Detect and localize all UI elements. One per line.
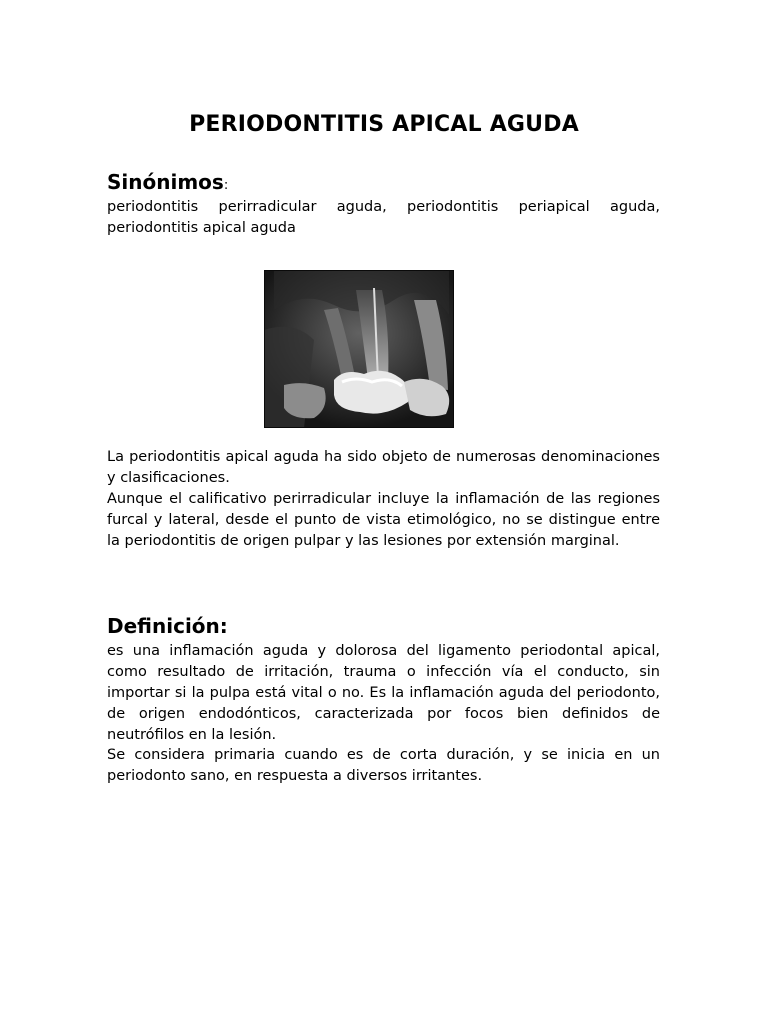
synonyms-heading-colon: :	[223, 178, 229, 193]
definition-heading: Definición:	[107, 614, 228, 638]
xray-drawing	[264, 270, 454, 428]
synonyms-heading-label: Sinónimos	[107, 170, 224, 194]
definition-paragraph-1: es una inflamación aguda y dolorosa del ligamento periodontal apical, como resultado de irritación, trauma o infección vía el conducto, sin importar si la pulpa está vital o no. Es la inflamación aguda del periodonto, de origen endodónticos, caracterizada por focos bien definidos de neutrófilos en la lesión.	[107, 643, 660, 743]
page-title: PERIODONTITIS APICAL AGUDA	[189, 112, 579, 137]
synonyms-heading	[107, 170, 228, 194]
intro-paragraph-1: La periodontitis apical aguda ha sido objeto de numerosas denominaciones y clasificaciones.	[107, 449, 660, 486]
intro-paragraph-2: Aunque el calificativo perirradicular incluye la inflamación de las regiones furcal y lateral, desde el punto de vista etimológico, no se distingue entre la periodontitis de origen pulpar y las lesiones por extensión marginal.	[107, 491, 660, 549]
synonyms-text: periodontitis perirradicular aguda, periodontitis periapical aguda, periodontitis apical aguda	[107, 199, 660, 236]
definition-paragraph-2: Se considera primaria cuando es de corta duración, y se inicia en un periodonto sano, en respuesta a diversos irritantes.	[107, 747, 660, 784]
dental-xray-image	[264, 270, 454, 428]
